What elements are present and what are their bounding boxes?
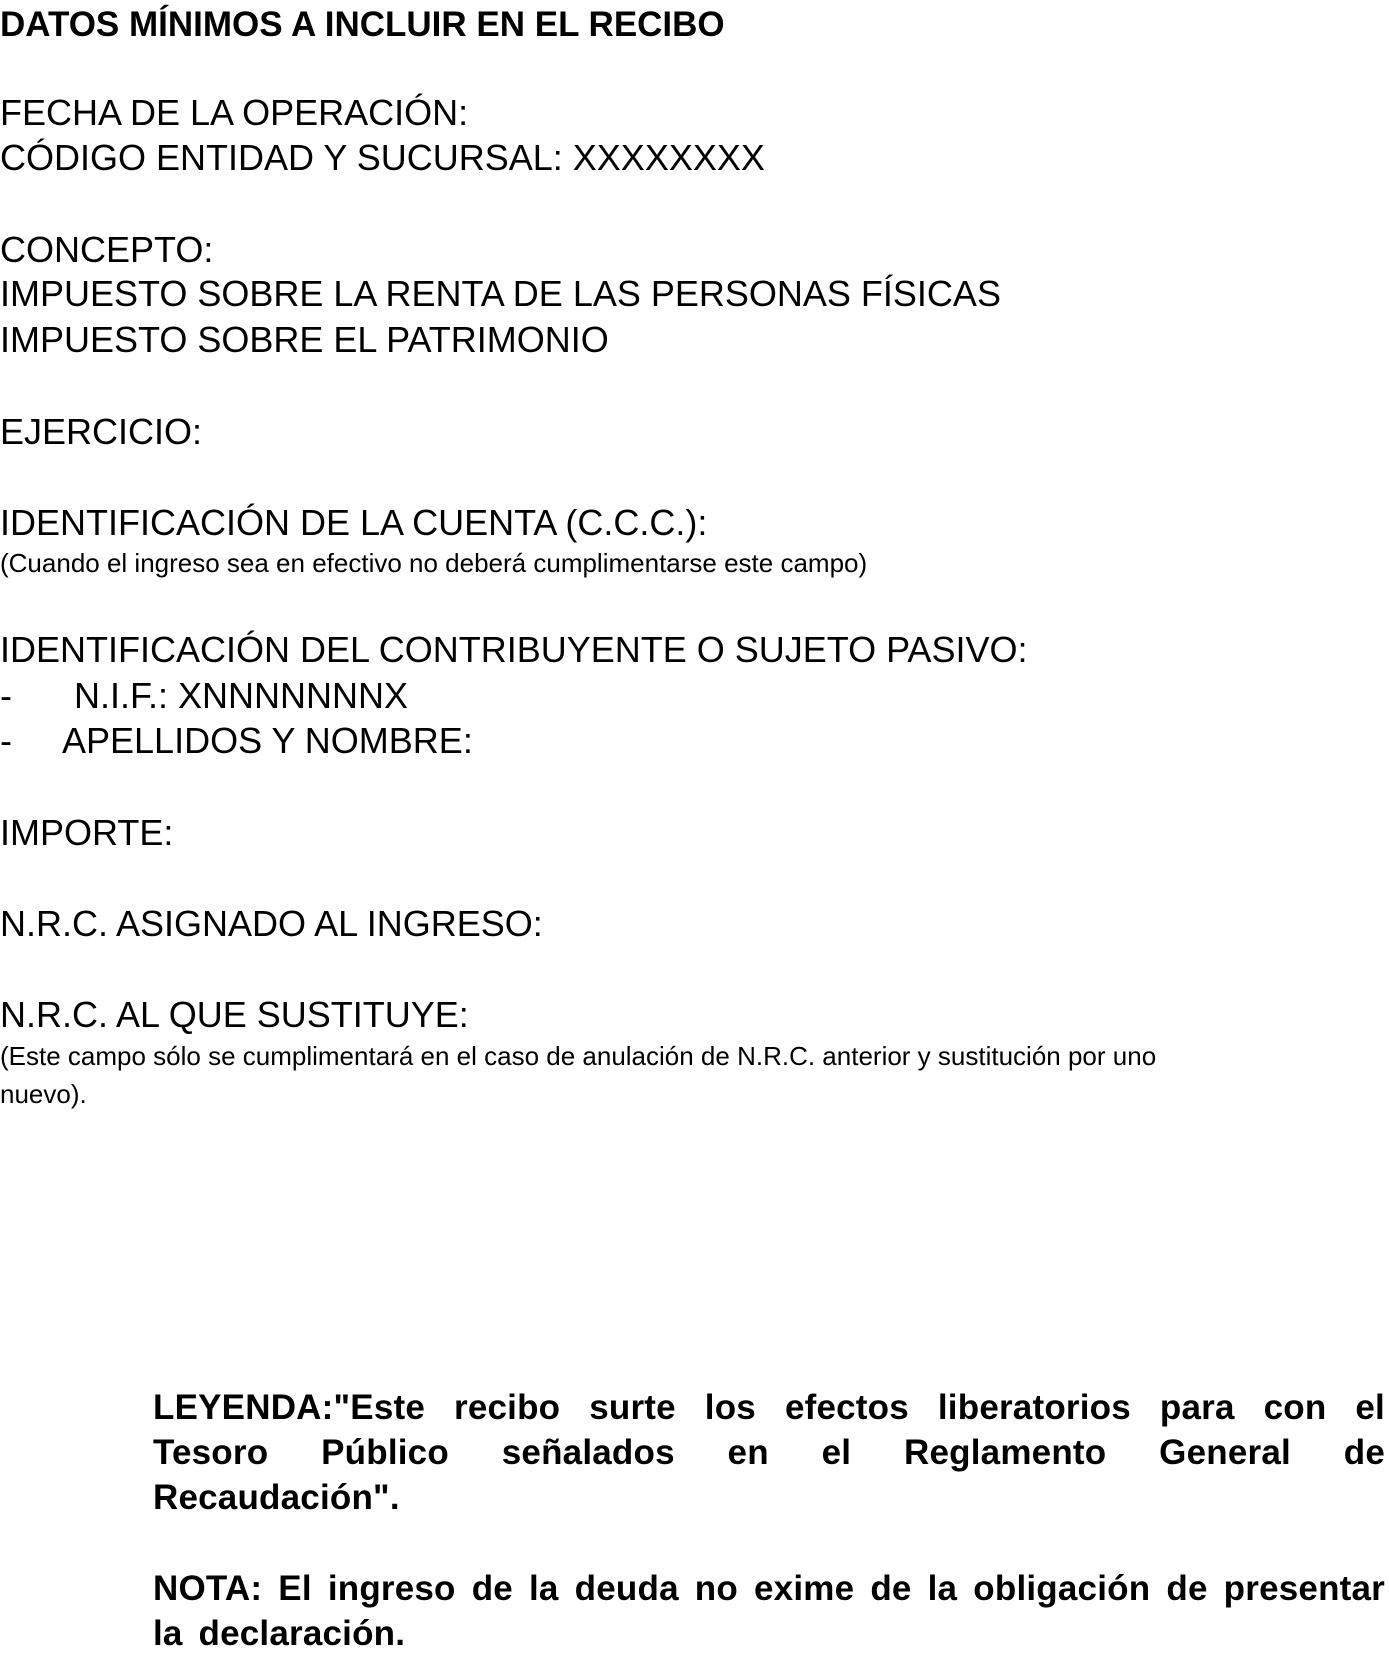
concepto-item-patrimonio: IMPUESTO SOBRE EL PATRIMONIO: [0, 319, 609, 360]
document-title: DATOS MÍNIMOS A INCLUIR EN EL RECIBO: [0, 5, 725, 44]
nif-label: N.I.F.: XNNNNNNNX: [74, 675, 409, 716]
nota-block: NOTA: El ingreso de la deuda no exime de la obligación de presentar la declaración.: [153, 1569, 1385, 1653]
bullet-dash: -: [0, 675, 12, 716]
bullet-dash: -: [0, 720, 12, 761]
nrc-sustituye-note-line2: nuevo).: [0, 1079, 87, 1109]
cuenta-label: IDENTIFICACIÓN DE LA CUENTA (C.C.C.):: [0, 502, 708, 543]
contribuyente-label: IDENTIFICACIÓN DEL CONTRIBUYENTE O SUJETO PASIVO:: [0, 629, 1028, 670]
nrc-sustituye-label: N.R.C. AL QUE SUSTITUYE:: [0, 994, 469, 1035]
concepto-label: CONCEPTO:: [0, 229, 214, 270]
apellidos-row: [0, 718, 800, 764]
codigo-entidad-label: CÓDIGO ENTIDAD Y SUCURSAL: XXXXXXXX: [0, 137, 765, 178]
nif-row: [0, 673, 800, 719]
concepto-item-irpf: IMPUESTO SOBRE LA RENTA DE LAS PERSONAS FÍSICAS: [0, 273, 1001, 314]
apellidos-label: APELLIDOS Y NOMBRE:: [62, 720, 473, 761]
cuenta-note: (Cuando el ingreso sea en efectivo no deberá cumplimentarse este campo): [0, 548, 868, 578]
nrc-asignado-label: N.R.C. ASIGNADO AL INGRESO:: [0, 903, 543, 944]
importe-label: IMPORTE:: [0, 812, 174, 853]
leyenda-block: LEYENDA:"Este recibo surte los efectos liberatorios para con el Tesoro Público señalados en el Reglamento General de Recaudación".: [153, 1388, 1385, 1517]
fecha-operacion-label: FECHA DE LA OPERACIÓN:: [0, 92, 469, 133]
nrc-sustituye-note-line1: (Este campo sólo se cumplimentará en el caso de anulación de N.R.C. anterior y sustitución por uno: [0, 1041, 1157, 1071]
ejercicio-label: EJERCICIO:: [0, 411, 203, 452]
